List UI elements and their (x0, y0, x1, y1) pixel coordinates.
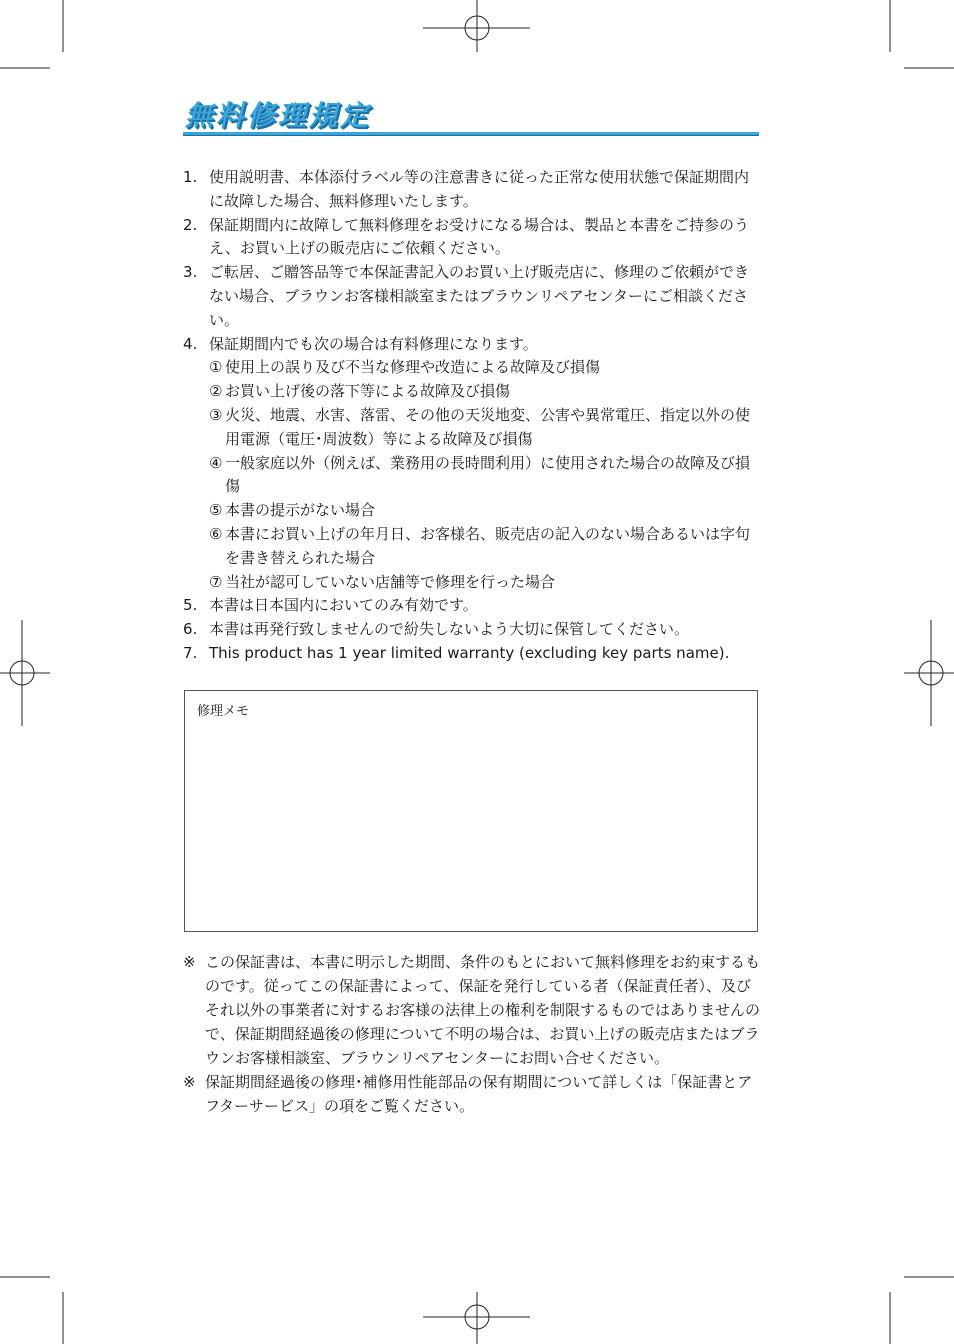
sub-item-text: 一般家庭以外（例えば、業務用の長時間利用）に使用された場合の故障及び損傷 (225, 453, 751, 496)
sub-item-text: 使用上の誤り及び不当な修理や改造による故障及び損傷 (225, 358, 601, 377)
list-item (183, 261, 763, 332)
item-number: 1. (183, 168, 198, 186)
sub-item-text: お買い上げ後の落下等による故障及び損傷 (225, 382, 511, 401)
item-number: 6. (183, 620, 198, 639)
sub-item-text: 火災、地震、水害、落雷、その他の天災地変、公害や異常電圧、指定以外の使用電源（電圧･周波数）等による故障及び損傷 (225, 405, 751, 448)
repair-memo-box (184, 690, 758, 932)
sub-list-item (183, 523, 763, 571)
note-mark: ※ (183, 953, 196, 971)
page-title: 無料修理規定 (185, 99, 372, 132)
item-number: 5. (183, 596, 198, 615)
item-text: 本書は日本国内においてのみ有効です。 (209, 596, 478, 615)
title-underline (183, 132, 759, 135)
list-item (183, 594, 763, 618)
sub-item-text: 本書にお買い上げの年月日、お客様名、販売店の記入のない場合あるいは字句を書き替えられた場合 (225, 524, 751, 567)
sub-item-text: 当社が認可していない店舗等で修理を行った場合 (225, 572, 556, 591)
list-item (183, 166, 763, 214)
terms-list (183, 166, 763, 666)
sub-list-item (183, 499, 763, 523)
sub-list-item (183, 380, 763, 404)
sub-item-number: ⑤ (209, 501, 223, 520)
sub-list-item (183, 571, 763, 595)
note-mark: ※ (183, 1073, 196, 1091)
item-text: This product has 1 year limited warranty (excluding key parts name). (209, 643, 730, 662)
sub-item-text: 本書の提示がない場合 (225, 501, 376, 520)
sub-list-item (183, 452, 763, 500)
sub-list-item (183, 404, 763, 452)
note-text: 保証期間経過後の修理･補修用性能部品の保有期間について詳しくは「保証書とアフターサービス」の項をご覧ください。 (205, 1073, 753, 1115)
item-number: 7. (183, 643, 198, 662)
item-number: 4. (183, 334, 198, 353)
sub-item-number: ② (209, 382, 223, 401)
title-block (183, 96, 761, 138)
list-item (183, 642, 763, 666)
list-item (183, 214, 763, 262)
sub-item-number: ⑥ (209, 524, 223, 543)
sub-item-number: ① (209, 358, 223, 377)
note-text: この保証書は、本書に明示した期間、条件のもとにおいて無料修理をお約束するものです。従ってこの保証書によって、保証を発行している者（保証責任者）、及びそれ以外の事業者に対するお客様の法律上の権利を制限するものではありませんので、保証期間経過後の修理について不明の場合は、お買い上げの販売店またはブラウンお客様相談室、ブラウンリペアセンターにお問い合せください。 (205, 953, 761, 1067)
item-text: 保証期間内でも次の場合は有料修理になります。 (209, 334, 538, 353)
sub-list-item (183, 356, 763, 380)
note-item (183, 1070, 763, 1118)
sub-item-number: ③ (209, 405, 223, 424)
list-item (183, 618, 763, 642)
list-item (183, 333, 763, 357)
sub-item-number: ⑦ (209, 572, 223, 591)
item-text: 本書は再発行致しませんので紛失しないよう大切に保管してください。 (209, 620, 690, 639)
memo-label: 修理メモ (197, 704, 250, 719)
note-item (183, 950, 763, 1070)
item-text: 使用説明書、本体添付ラベル等の注意書きに従った正常な使用状態で保証期間内に故障した場合、無料修理いたします。 (209, 168, 750, 210)
notes-section (183, 950, 763, 1118)
sub-item-number: ④ (209, 453, 223, 472)
item-number: 3. (183, 263, 198, 282)
item-text: 保証期間内に故障して無料修理をお受けになる場合は、製品と本書をご持参のうえ、お買い上げの販売店にご依頼ください。 (209, 215, 750, 258)
item-text: ご転居、ご贈答品等で本保証書記入のお買い上げ販売店に、修理のご依頼ができない場合、ブラウンお客様相談室またはブラウンリペアセンターにご相談ください。 (209, 263, 750, 329)
item-number: 2. (183, 215, 198, 234)
